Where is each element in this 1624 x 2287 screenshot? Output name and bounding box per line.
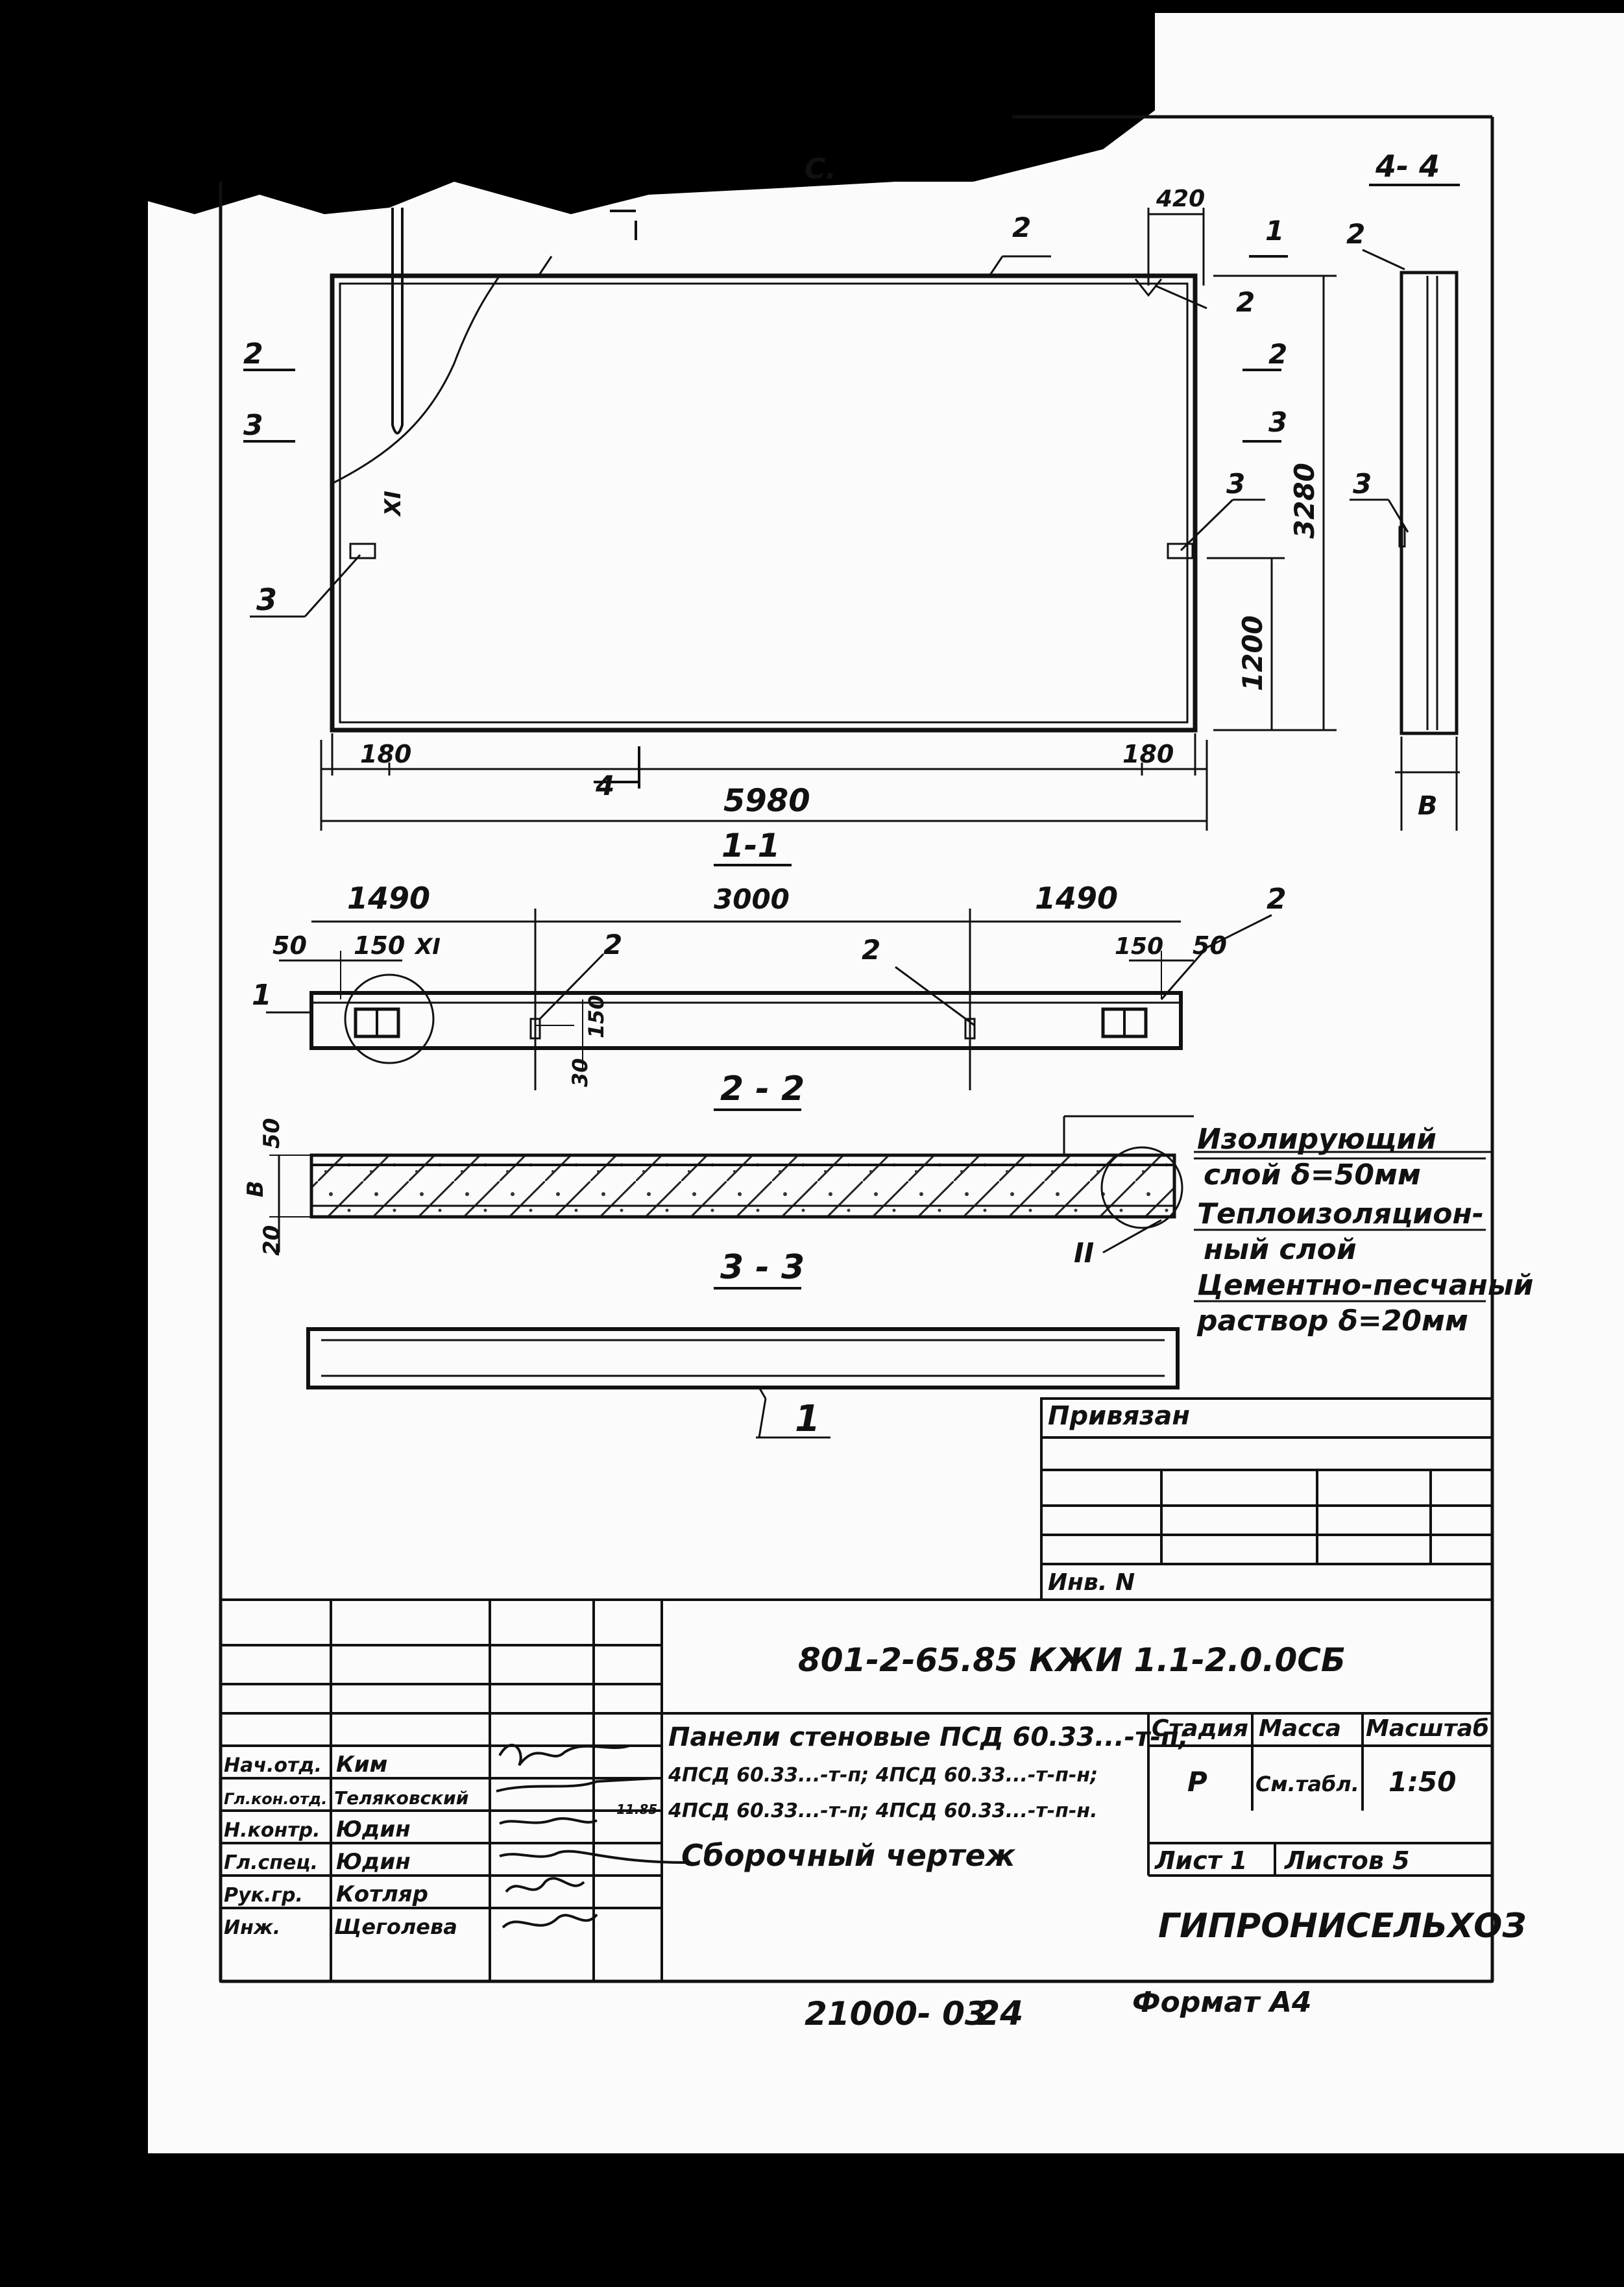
col-mass: Масса: [1259, 1715, 1342, 1742]
dim-150-vert: 150: [584, 995, 609, 1038]
staff-role: Гл.спец.: [224, 1852, 318, 1874]
callout-2-a: 2: [603, 929, 623, 960]
dim-1490-left: 1490: [347, 881, 431, 916]
dim-30: 30: [568, 1058, 592, 1087]
dim-50-right: 50: [1193, 931, 1227, 960]
dim-50-left: 50: [273, 931, 307, 960]
dim-50-section: 50: [259, 1118, 285, 1149]
dim-b-section: B: [243, 1180, 269, 1197]
cut-2-left: 2: [243, 337, 263, 371]
organization-name: ГИПРОНИСЕЛЬХОЗ: [1158, 1907, 1527, 1946]
sheet-label: 4- 4: [1376, 149, 1440, 184]
dim-420: 420: [1156, 186, 1206, 212]
section-title-2-2: 2 - 2: [720, 1070, 805, 1108]
signature-date: 11.85: [616, 1802, 658, 1817]
privyazan-label: Привязан: [1048, 1401, 1191, 1431]
legend-line: слой δ=50мм: [1204, 1158, 1421, 1192]
top-label-fragment: C.: [805, 153, 837, 186]
dim-20-section: 20: [259, 1225, 285, 1256]
col-stage: Стадия: [1152, 1715, 1248, 1742]
callout-3-side: 3: [1353, 468, 1372, 500]
staff-name: Ким: [336, 1752, 388, 1778]
callout-1-bottom: 1: [795, 1398, 820, 1440]
staff-role: Нач.отд.: [224, 1754, 322, 1777]
staff-name: Юдин: [336, 1849, 411, 1875]
staff-role: Н.контр.: [224, 1819, 321, 1842]
dim-side-b: B: [1418, 791, 1438, 821]
footer-number: 21000- 03: [805, 1995, 988, 2033]
dim-180-right: 180: [1122, 740, 1174, 768]
cut-3-right: 3: [1268, 406, 1288, 438]
dim-3280: 3280: [1289, 463, 1320, 539]
callout-xi-top: XI: [380, 491, 406, 516]
footer-page: 24: [976, 1994, 1024, 2033]
legend-line: раствор δ=20мм: [1197, 1304, 1468, 1338]
callout-3-right: 3: [1226, 468, 1246, 500]
staff-name: Щеголева: [334, 1914, 457, 1939]
callout-2-c: 2: [1266, 883, 1287, 916]
description-line: 4ПСД 60.33...-т-п; 4ПСД 60.33...-т-п-н;: [668, 1764, 1098, 1787]
stage-value: Р: [1187, 1766, 1207, 1798]
staff-role: Рук.гр.: [224, 1884, 303, 1907]
sheet-number: Лист 1: [1155, 1846, 1248, 1875]
dim-1200: 1200: [1237, 615, 1268, 691]
legend-line: Цементно-песчаный: [1197, 1269, 1534, 1302]
legend-line: Изолирующий: [1197, 1123, 1436, 1156]
description-line: Панели стеновые ПСД 60.33...-т-п;: [668, 1722, 1189, 1752]
callout-roman-2: II: [1074, 1237, 1095, 1269]
dim-150-left: 150: [354, 931, 406, 960]
legend-line: ный слой: [1204, 1233, 1357, 1266]
dim-150-right: 150: [1115, 933, 1164, 960]
scale-value: 1:50: [1388, 1766, 1457, 1798]
callout-3-left: 3: [256, 582, 278, 617]
col-scale: Масштаб: [1366, 1715, 1489, 1742]
legend-line: Теплоизоляцион-: [1197, 1197, 1485, 1230]
cut-4: 4: [596, 770, 615, 801]
dim-3000: 3000: [714, 883, 790, 915]
callout-2-b: 2: [862, 934, 881, 966]
section-title-1-1: 1-1: [721, 827, 781, 864]
callout-xi-section: XI: [415, 934, 441, 960]
cut-3-left: 3: [243, 409, 263, 442]
inv-no-label: Инв. N: [1048, 1569, 1135, 1596]
description-line: 4ПСД 60.33...-т-п; 4ПСД 60.33...-т-п-н.: [668, 1800, 1098, 1822]
dim-1490-right: 1490: [1035, 881, 1119, 916]
cut-2-right: 2: [1268, 338, 1288, 370]
callout-1-left: 1: [252, 979, 272, 1012]
drawing-type: Сборочный чертеж: [681, 1838, 1015, 1873]
dim-180-left: 180: [360, 740, 412, 768]
staff-name: Юдин: [336, 1816, 411, 1842]
footer-format: Формат А4: [1132, 1986, 1312, 2019]
mass-value: См.табл.: [1255, 1772, 1359, 1796]
callout-2-side: 2: [1346, 218, 1366, 250]
callout-2-top: 2: [1012, 212, 1032, 243]
dim-5980: 5980: [723, 783, 810, 819]
section-title-3-3: 3 - 3: [720, 1248, 805, 1287]
callout-2-corner: 2: [1236, 286, 1255, 318]
sheets-total: Листов 5: [1285, 1846, 1410, 1875]
cut-1: 1: [1265, 215, 1285, 247]
staff-name: Теляковский: [334, 1787, 469, 1809]
staff-role: Инж.: [224, 1916, 281, 1939]
document-code: 801-2-65.85 КЖИ 1.1-2.0.0СБ: [798, 1641, 1346, 1679]
staff-name: Котляр: [336, 1881, 428, 1907]
staff-role: Гл.кон.отд.: [224, 1790, 328, 1808]
